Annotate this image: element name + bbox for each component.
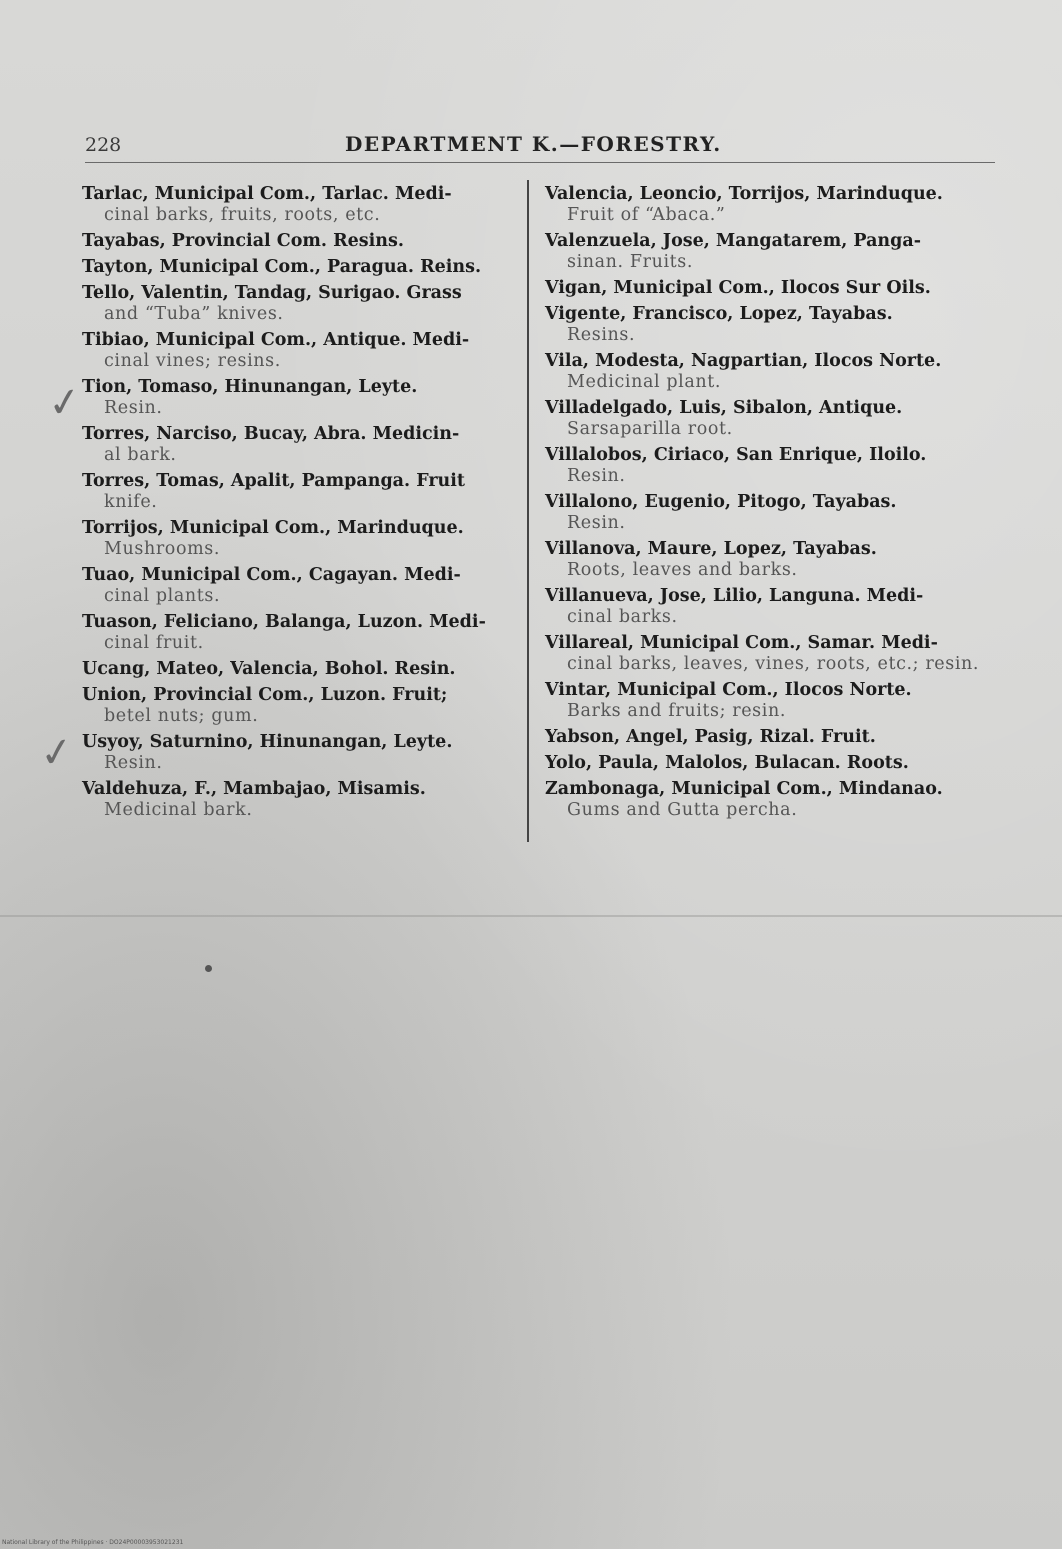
entry-heading: Tarlac, Municipal Com., Tarlac. Medi- [82,184,452,204]
list-entry [82,471,512,513]
list-entry [545,680,987,722]
entry-heading: Villalono, Eugenio, Pitogo, Tayabas. [545,492,897,512]
ink-speck [205,965,212,972]
entry-heading: Ucang, Mateo, Valencia, Bohol. Resin. [82,659,456,679]
entry-description: Mushrooms. [104,539,221,559]
list-entry [82,184,512,226]
list-entry [82,257,512,278]
entry-heading: Usyoy, Saturnino, Hinunangan, Leyte. [82,732,453,752]
entry-heading: Torrijos, Municipal Com., Marinduque. [82,518,464,538]
entry-heading: Torres, Narciso, Bucay, Abra. Medicin- [82,424,460,444]
entry-description: Fruit of “Abaca.” [567,205,726,225]
entry-description: al bark. [104,445,177,465]
list-entry [545,184,987,226]
entry-heading: Tion, Tomaso, Hinunangan, Leyte. [82,377,418,397]
entry-description: Resins. [567,325,636,345]
entry-heading: Vila, Modesta, Nagpartian, Ilocos Norte. [545,351,942,371]
list-entry [545,231,987,273]
list-entry [545,539,987,581]
list-entry [82,283,512,325]
entry-description: Resin. [567,466,626,486]
entry-description: Gums and Gutta percha. [567,800,798,820]
entry-heading: Tuao, Municipal Com., Cagayan. Medi- [82,565,461,585]
entry-description: cinal barks, leaves, vines, roots, etc.; resin. [567,654,980,674]
checkmark-icon: ✓ [36,727,77,779]
list-entry [82,424,512,466]
entry-description: cinal barks, fruits, roots, etc. [104,205,381,225]
entry-description: sinan. Fruits. [567,252,694,272]
entry-heading: Vintar, Municipal Com., Ilocos Norte. [545,680,912,700]
entry-description: cinal fruit. [104,633,204,653]
list-entry [82,231,512,252]
list-entry [82,518,512,560]
entry-description: cinal plants. [104,586,221,606]
entry-description: cinal vines; resins. [104,351,281,371]
entry-heading: Union, Provincial Com., Luzon. Fruit; [82,685,448,705]
entry-heading: Zambonaga, Municipal Com., Mindanao. [545,779,943,799]
running-head: DEPARTMENT K.—FORESTRY. [345,132,722,156]
list-entry [545,278,987,299]
list-entry [82,612,512,654]
list-entry [545,727,987,748]
list-entry [545,586,987,628]
entry-heading: Valenzuela, Jose, Mangatarem, Panga- [545,231,921,251]
list-entry [82,659,512,680]
list-entry [82,377,512,419]
entry-description: knife. [104,492,158,512]
entry-heading: Tuason, Feliciano, Balanga, Luzon. Medi- [82,612,486,632]
entry-heading: Valdehuza, F., Mambajao, Misamis. [82,779,426,799]
entry-description: Sarsaparilla root. [567,419,733,439]
entry-heading: Villanova, Maure, Lopez, Tayabas. [545,539,877,559]
entry-heading: Tayabas, Provincial Com. Resins. [82,231,404,251]
list-entry [82,565,512,607]
entry-heading: Villanueva, Jose, Lilio, Languna. Medi- [545,586,924,606]
entry-heading: Villalobos, Ciriaco, San Enrique, Iloilo. [545,445,927,465]
entry-description: Medicinal plant. [567,372,722,392]
entry-heading: Yolo, Paula, Malolos, Bulacan. Roots. [545,753,909,773]
list-entry [545,351,987,393]
entry-heading: Tayton, Municipal Com., Paragua. Reins. [82,257,482,277]
scan-credit: National Library of the Philippines · DO24P00003953021231 [2,1539,184,1546]
left-column [82,184,512,826]
entry-description: Resin. [104,753,163,773]
list-entry [545,445,987,487]
list-entry [82,779,512,821]
entry-heading: Torres, Tomas, Apalit, Pampanga. Fruit [82,471,465,491]
list-entry [545,753,987,774]
list-entry [545,779,987,821]
entry-description: Barks and fruits; resin. [567,701,786,721]
entry-heading: Tibiao, Municipal Com., Antique. Medi- [82,330,470,350]
checkmark-icon: ✓ [44,377,85,429]
entry-heading: Valencia, Leoncio, Torrijos, Marinduque. [545,184,943,204]
entry-description: Roots, leaves and barks. [567,560,798,580]
entry-heading: Villadelgado, Luis, Sibalon, Antique. [545,398,903,418]
entry-description: Medicinal bark. [104,800,253,820]
list-entry [545,633,987,675]
list-entry [545,398,987,440]
page-number: 228 [85,134,122,156]
entry-description: cinal barks. [567,607,678,627]
list-entry [545,304,987,346]
entry-description: betel nuts; gum. [104,706,259,726]
entry-description: and “Tuba” knives. [104,304,284,324]
entry-heading: Vigente, Francisco, Lopez, Tayabas. [545,304,893,324]
list-entry [82,685,512,727]
entry-heading: Vigan, Municipal Com., Ilocos Sur Oils. [545,278,931,298]
entry-heading: Tello, Valentin, Tandag, Surigao. Grass [82,283,462,303]
page-fold-line [0,915,1062,917]
list-entry [82,732,512,774]
column-divider [527,180,529,842]
list-entry [82,330,512,372]
entry-description: Resin. [567,513,626,533]
right-column [545,184,987,826]
header-rule [85,162,995,163]
entry-heading: Villareal, Municipal Com., Samar. Medi- [545,633,938,653]
entry-description: Resin. [104,398,163,418]
entry-heading: Yabson, Angel, Pasig, Rizal. Fruit. [545,727,876,747]
page-header [85,130,995,164]
list-entry [545,492,987,534]
